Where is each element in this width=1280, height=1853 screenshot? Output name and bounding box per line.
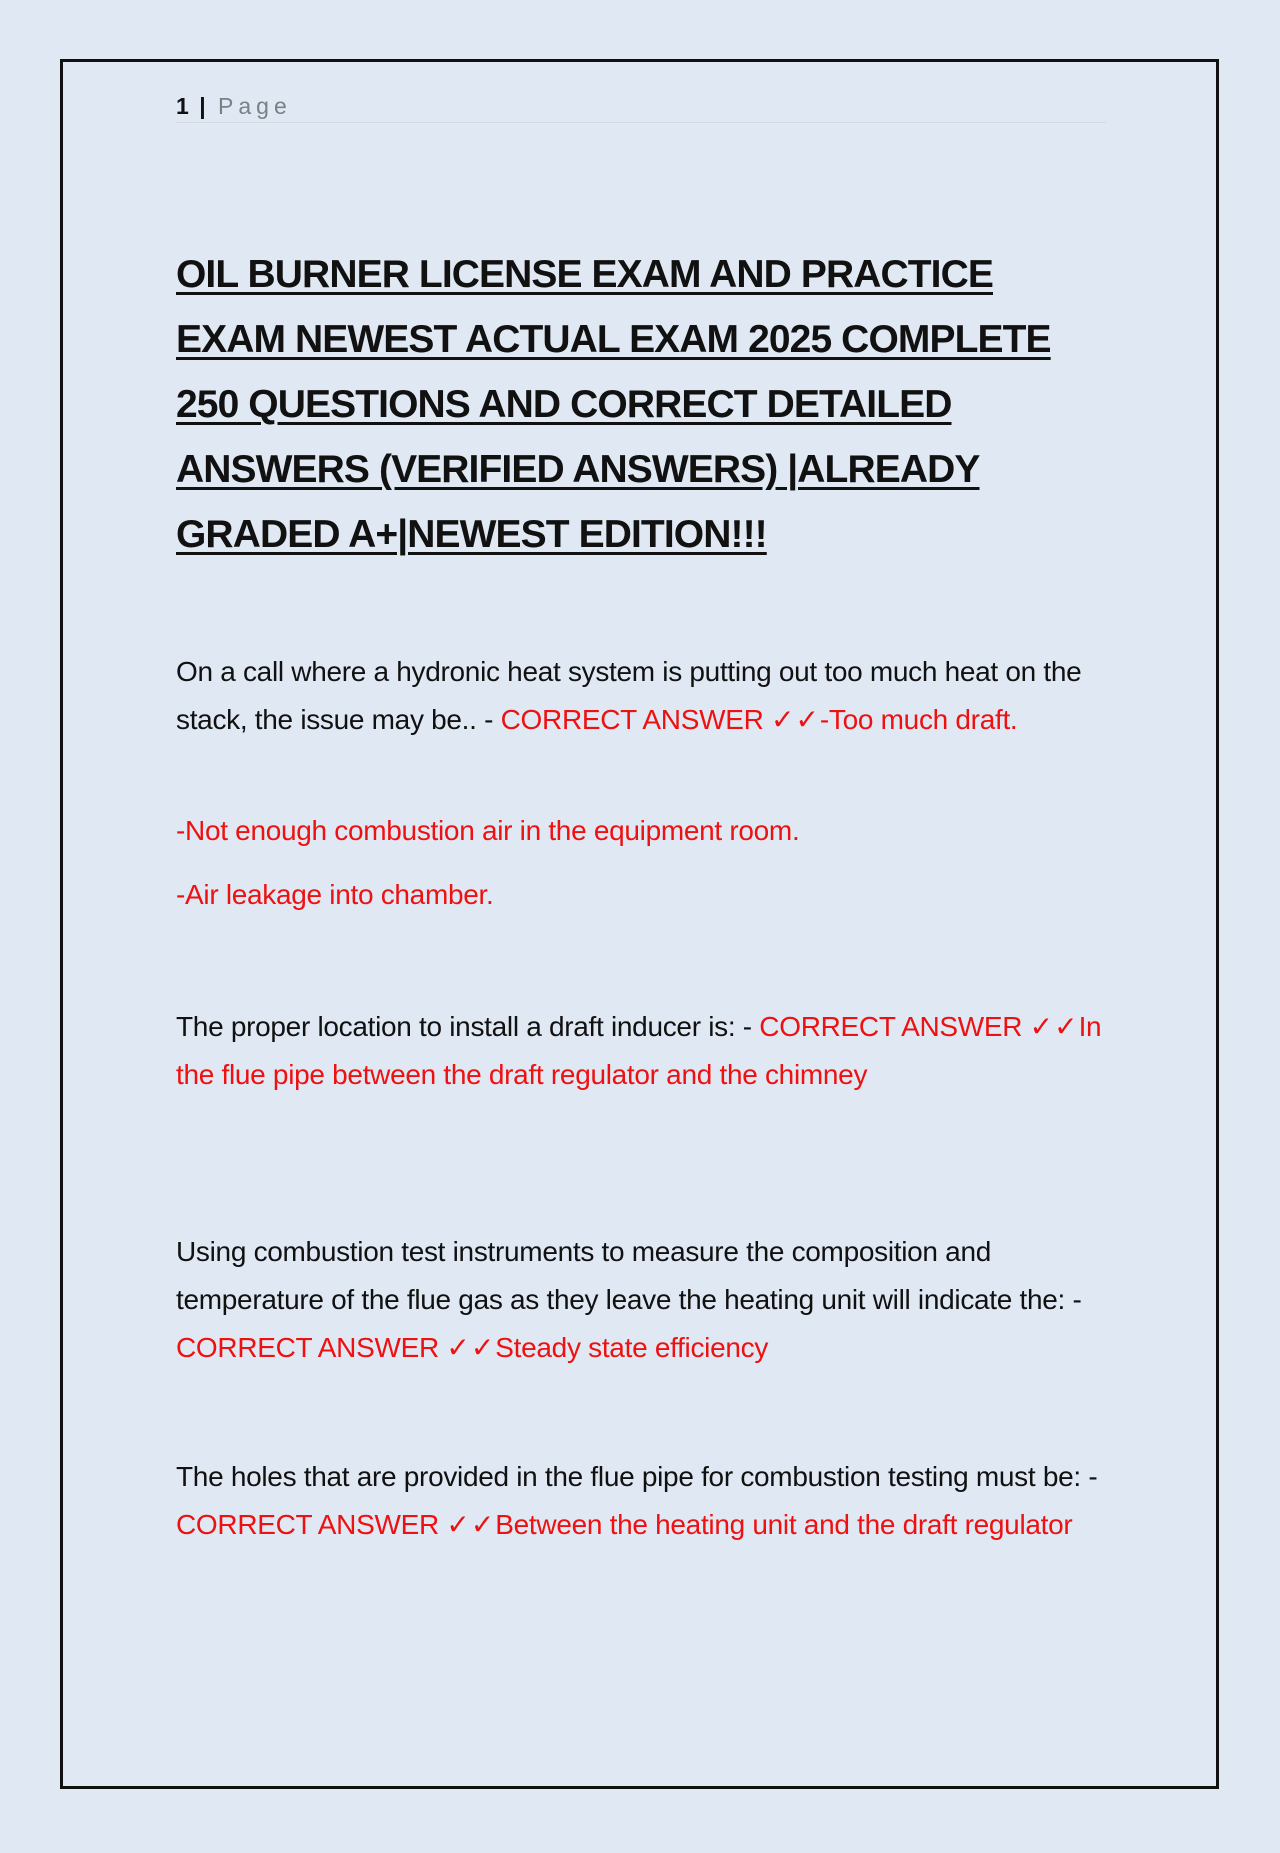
question-text-2: The proper location to install a draft inducer is: -	[176, 1011, 760, 1042]
answer-label-2: CORRECT ANSWER	[759, 1011, 1023, 1042]
check-marks-icon-4: ✓✓	[446, 1509, 496, 1540]
question-text-1: On a call where a hydronic heat system is putting out too much heat on the stack, the issue may be.. -	[176, 656, 1082, 735]
page-number: 1	[176, 93, 189, 119]
document-title: OIL BURNER LICENSE EXAM AND PRACTICE EXAM NEWEST ACTUAL EXAM 2025 COMPLETE 250 QUESTIONS AND CORRECT DETAILED ANSWERS (VERIFIED ANSWERS) |ALREADY GRADED A+|NEWEST EDITION!!!	[176, 253, 1051, 556]
answer-text-1: -Too much draft.	[819, 704, 1018, 735]
page-label: Page	[218, 93, 292, 119]
question-text-3: Using combustion test instruments to measure the composition and temperature of the flue gas as they leave the heating unit will indicate the: -	[176, 1236, 1082, 1315]
check-marks-icon-2: ✓✓	[1029, 1011, 1079, 1042]
question-block-1	[176, 648, 1106, 744]
answer-label-1: CORRECT ANSWER	[500, 704, 764, 735]
answer-extra-line-1: -Not enough combustion air in the equipment room.	[176, 815, 800, 846]
answer-label-4: CORRECT ANSWER	[176, 1509, 439, 1540]
check-marks-icon-3: ✓✓	[446, 1332, 496, 1363]
question-text-4: The holes that are provided in the flue pipe for combustion testing must be: -	[176, 1461, 1098, 1492]
question-block-2	[176, 1003, 1106, 1099]
question-block-3	[176, 1228, 1106, 1372]
answer-text-3: Steady state efficiency	[495, 1332, 769, 1363]
answer-extra-line-2: -Air leakage into chamber.	[176, 879, 494, 910]
page-separator: |	[199, 93, 206, 119]
question-block-4	[176, 1453, 1106, 1549]
page-header	[176, 90, 1106, 123]
check-marks-icon-1: ✓✓	[770, 704, 820, 735]
answer-text-2: In the flue pipe between the draft regulator and the chimney	[176, 1011, 1102, 1090]
answer-label-3: CORRECT ANSWER	[176, 1332, 439, 1363]
answer-text-4: Between the heating unit and the draft regulator	[495, 1509, 1073, 1540]
